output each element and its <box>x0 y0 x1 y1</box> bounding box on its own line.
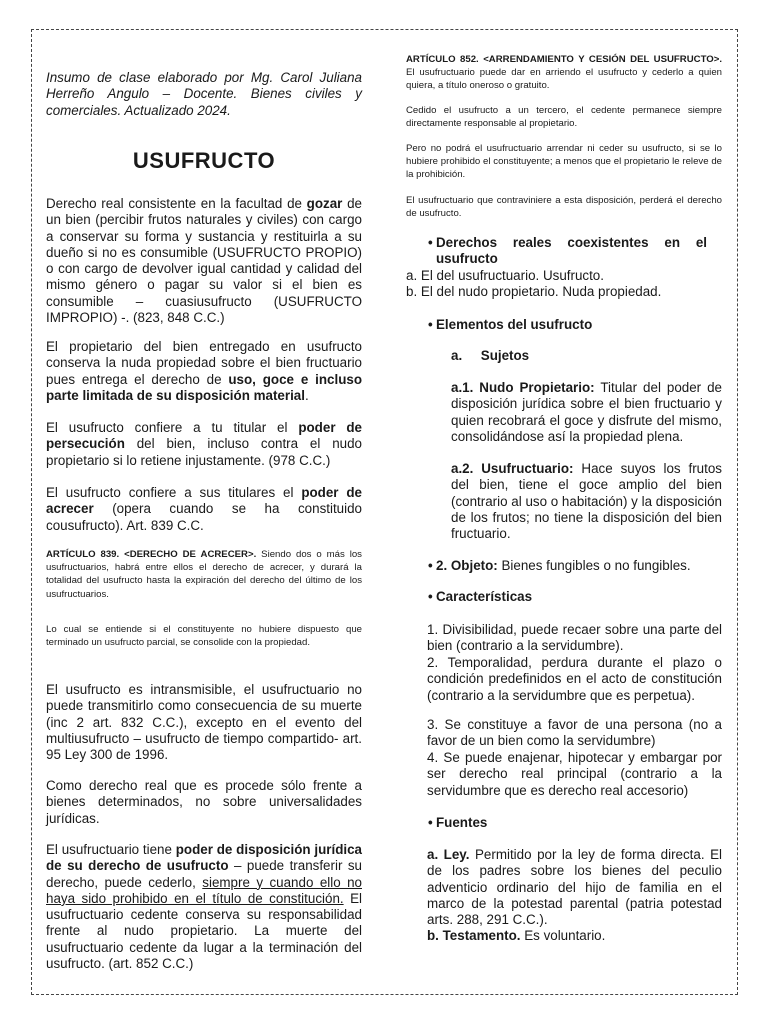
bullet-fuentes <box>406 815 722 831</box>
text-segment: Titular del poder de disposición jurídica sobre el bien fructuario y quien recobrará el goce y disfrute del mismo, consolidándose así la propiedad plena. <box>451 380 722 444</box>
bullet-dot: • <box>428 589 433 604</box>
text-segment: El usufructuario cedente conserva su responsabilidad frente al nudo propietario. La muerte del usufructuario cedente da lugar a la terminación del usufructo. (art. 852 C.C.) <box>46 890 362 972</box>
text-segment: El propietario del bien entregado en usufructo conserva la nuda propiedad sobre el bien fructuario pues entrega el derecho de <box>46 339 362 387</box>
article-852-prohibicion: Pero no podrá el usufructuario arrendar ni ceder su usufructo, si se lo hubiere prohibido el constituyente; a menos que el propietario le releve de la prohibición. <box>406 143 722 181</box>
text-segment: . <box>304 387 309 403</box>
article-852-cedido: Cedido el usufructo a un tercero, el cedente permanece siempre directamente responsable al propietario. <box>406 105 722 130</box>
text-segment: El usufructo confiere a tu titular el <box>46 420 299 435</box>
bullet-text: Fuentes <box>436 815 488 830</box>
bullet-elementos <box>406 317 722 333</box>
sujetos-heading: a. Sujetos <box>451 348 530 363</box>
text-segment: – puede transferir su derecho, puede cederlo, <box>46 858 362 890</box>
bullet-caracteristicas <box>406 589 722 605</box>
text-segment: Es voluntario. <box>520 928 606 943</box>
caracteristica-3: 3. Se constituye a favor de una persona (no a favor de un bien como la servidumbre) <box>427 717 722 749</box>
sujeto-usufructuario <box>451 461 722 542</box>
bold-segment: poder de acrecer <box>46 485 363 517</box>
text-segment: Bienes fungibles o no fungibles. <box>497 558 691 573</box>
text-segment: El usufructuario tiene <box>46 842 176 857</box>
text-segment: El usufructo confiere a sus titulares el <box>46 485 302 500</box>
coexistent-a: a. El del usufructuario. Usufructo. <box>406 268 604 283</box>
fuente-ley <box>427 847 722 928</box>
bold-segment: poder de persecución <box>46 420 362 452</box>
caracteristica-4: 4. Se puede enajenar, hipotecar y embargar por ser derecho real principal (contrario a la servidumbre que es derecho real accesorio) <box>427 750 722 798</box>
page-title: USUFRUCTO <box>132 148 276 173</box>
bullet-dot: • <box>428 235 433 250</box>
article-839 <box>46 548 362 601</box>
bullet-text: Características <box>436 589 533 604</box>
bullet-dot: • <box>428 815 433 830</box>
bullet-dot: • <box>428 558 433 573</box>
paragraph-nuda-propiedad <box>46 339 362 404</box>
text-segment: Derecho real consistente en la facultad de <box>46 196 307 211</box>
article-heading: ARTÍCULO 839. <DERECHO DE ACRECER>. <box>46 549 257 560</box>
bold-segment: gozar <box>306 196 343 211</box>
caracteristica-2: 2. Temporalidad, perdura durante el plazo o condición predefinidos en el acto de constitución (contrario a la servidumbre que es perpetua). <box>427 655 722 703</box>
bold-segment: a.2. Usufructuario: <box>451 461 574 476</box>
bullet-text: Derechos reales coexistentes en el usufructo <box>436 235 707 267</box>
paragraph-bienes-determinados: Como derecho real que es procede sólo frente a bienes determinados, no sobre universalidades jurídicas. <box>46 778 362 826</box>
bold-segment: b. Testamento. <box>427 928 521 943</box>
text-segment: de un bien (percibir frutos naturales y civiles) con cargo a conservar su forma y sustancia y restituirla a su dueño si no es consumible (USUFRUCTO PROPIO) o con cargo de devolver igual cantidad y calidad del mismo género o pagar su valor si el bien es consumible – cuasiusufructo (USUFRUCTO IMPROPIO) -. (823, 848 C.C.) <box>46 196 362 326</box>
article-heading: ARTÍCULO 852. <ARRENDAMIENTO Y CESIÓN DEL USUFRUCTO>. <box>406 54 722 65</box>
text-segment: Permitido por la ley de forma directa. El de los padres sobre los bienes del peculio adventicio ordinario del hijo de familia en el marco de la potestad parental (patria potestad arts. 288, 291 C.C.). <box>427 847 722 928</box>
paragraph-disposicion <box>46 842 362 972</box>
article-839-note: Lo cual se entiende si el constituyente no hubiere dispuesto que terminado un usufructo parcial, se consolide con la propiedad. <box>46 624 362 649</box>
article-852-sancion: El usufructuario que contraviniere a esta disposición, perderá el derecho de usufructo. <box>406 195 722 220</box>
bullet-derechos-coexistentes <box>406 235 722 268</box>
bullet-dot: • <box>428 317 433 332</box>
bullet-objeto <box>406 558 722 574</box>
paragraph-acrecer <box>46 485 362 534</box>
article-852 <box>406 53 722 93</box>
text-segment: Hace suyos los frutos del bien, tiene el goce amplio del bien (contrario al uso o habitación) y la disposición de los frutos; no tiene la disposición del bien fructuario. <box>451 461 722 542</box>
sujeto-nudo-propietario <box>451 380 722 445</box>
bold-segment: 2. Objeto: <box>436 558 498 573</box>
bullet-text: Elementos del usufructo <box>436 317 593 332</box>
bold-segment: a. Ley. <box>427 847 470 862</box>
fuente-testamento <box>427 928 722 944</box>
text-segment: del bien, incluso contra el nudo propietario si lo retiene injustamente. (978 C.C.) <box>46 436 362 468</box>
paragraph-definition <box>46 196 362 326</box>
intro-note: Insumo de clase elaborado por Mg. Carol Juliana Herreño Angulo – Docente. Bienes civiles y comerciales. Actualizado 2024. <box>46 70 362 118</box>
caracteristica-1: 1. Divisibilidad, puede recaer sobre una parte del bien (contrario a la servidumbre). <box>427 622 722 654</box>
text-segment: (opera cuando se ha constituido cousufructo). Art. 839 C.C. <box>46 501 362 533</box>
bold-segment: uso, goce e incluso parte limitada de su disposición material <box>46 371 363 403</box>
paragraph-intransmisible: El usufructo es intransmisible, el usufructuario no puede transmitirlo como consecuencia de su muerte (inc 2 art. 832 C.C.), excepto en el evento del multiusufructo – usufructo de tiempo compartido- art. 95 Ley 300 de 1996. <box>46 682 362 763</box>
bold-segment: a.1. Nudo Propietario: <box>451 380 595 395</box>
coexistent-b: b. El del nudo propietario. Nuda propiedad. <box>406 284 662 299</box>
paragraph-persecucion <box>46 420 362 469</box>
article-body: El usufructuario puede dar en arriendo el usufructo y cederlo a quien quiera, a título oneroso o gratuito. <box>406 67 722 92</box>
underlined-segment: siempre y cuando ello no haya sido prohibido en el título de constitución. <box>46 874 362 906</box>
article-body: Siendo dos o más los usufructuarios, habrá entre ellos el derecho de acrecer, y durará la totalidad del usufructo hasta la expiración del derecho del último de los usufructuarios. <box>46 549 362 600</box>
bold-segment: poder de disposición jurídica de su derecho de usufructo <box>46 842 362 874</box>
